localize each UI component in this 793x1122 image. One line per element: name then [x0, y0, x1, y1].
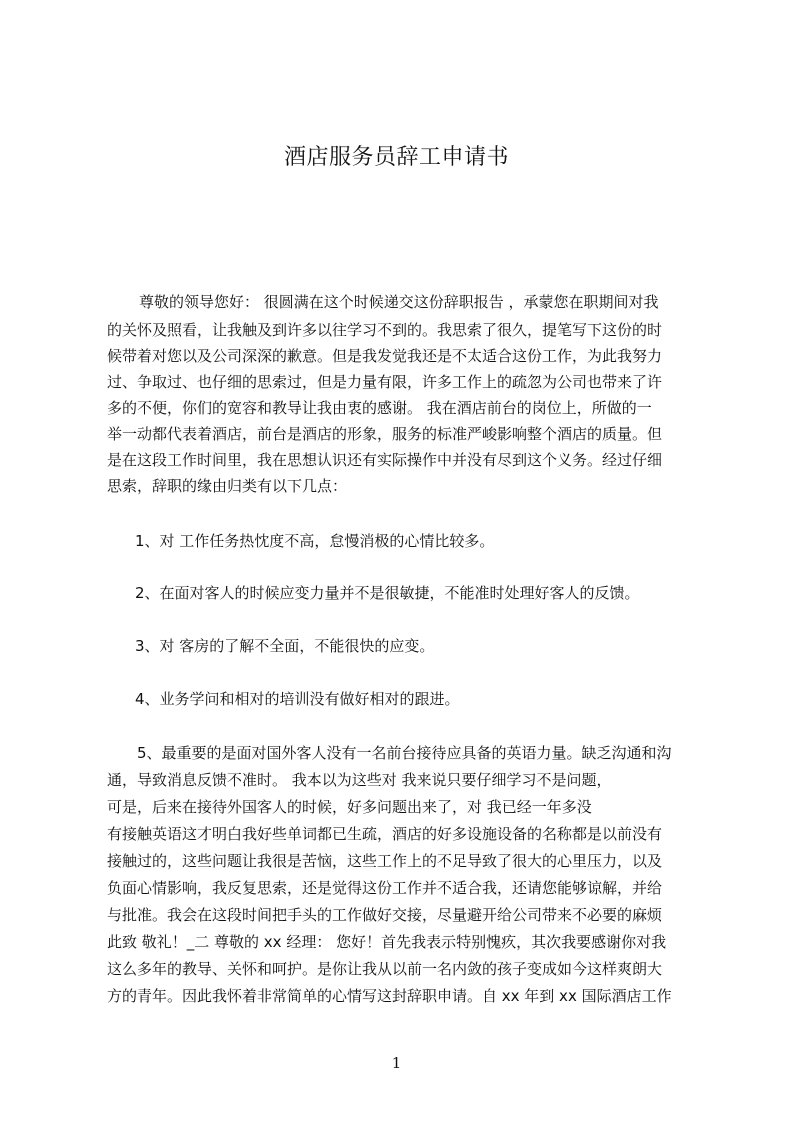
- list-item: 1、对 工作任务热忱度不高，怠慢消极的心情比较多。: [135, 532, 495, 550]
- list-item: 2、在面对客人的时候应变力量并不是很敏捷，不能准时处理好客人的反馈。: [135, 584, 640, 602]
- paragraph-line: 可是，后来在接待外国客人的时候，好多问题出来了，对 我已经一年多没: [107, 798, 592, 816]
- paragraph-line: 5、最重要的是面对国外客人没有一名前台接待应具备的英语力量。缺乏沟通和沟: [137, 744, 672, 762]
- page-number: 1: [391, 1054, 402, 1072]
- paragraph-line: 举一动都代表着酒店，前台是酒店的形象，服务的标准严峻影响整个酒店的质量。但: [107, 425, 663, 443]
- paragraph-line: 过、争取过、也仔细的思索过，但是力量有限，许多工作上的疏忽为公司也带来了许: [107, 373, 663, 391]
- paragraph-line: 通，导致消息反馈不准时。 我本以为这些对 我来说只要仔细学习不是问题，: [107, 771, 612, 789]
- paragraph-line: 尊敬的领导您好： 很圆满在这个时候递交这份辞职报告 ，承蒙您在职期间对我: [139, 293, 659, 311]
- paragraph-line: 的关怀及照看，让我触及到许多以往学习不到的。我思索了很久，提笔写下这份的时: [107, 321, 663, 339]
- paragraph-line: 多的不便，你们的宽容和教导让我由衷的感谢。 我在酒店前台的岗位上，所做的一: [107, 399, 652, 417]
- paragraph-line: 这么多年的教导、关怀和呵护。是你让我从以前一名内敛的孩子变成如今这样爽朗大: [107, 960, 663, 978]
- paragraph-line: 接触过的，这些问题让我很是苦恼，这些工作上的不足导致了很大的心里压力，以及: [107, 852, 663, 870]
- paragraph-line: 方的青年。因此我怀着非常简单的心情写这封辞职申请。自 xx 年到 xx 国际酒店工作: [107, 987, 672, 1005]
- paragraph-line: 是在这段工作时间里，我在思想认识还有实际操作中并没有尽到这个义务。经过仔细: [107, 451, 663, 469]
- page-title: 酒店服务员辞工申请书: [283, 145, 509, 170]
- list-item: 3、对 客房的了解不全面，不能很快的应变。: [135, 637, 435, 655]
- list-item: 4、业务学问和相对的培训没有做好相对的跟进。: [135, 690, 460, 708]
- paragraph-line: 候带着对您以及公司深深的歉意。但是我发觉我还是不太适合这份工作，为此我努力: [107, 347, 663, 365]
- paragraph-line: 与批准。我会在这段时间把手头的工作做好交接，尽量避开给公司带来不必要的麻烦: [107, 906, 663, 924]
- paragraph-line: 思索，辞职的缘由归类有以下几点：: [107, 477, 348, 495]
- paragraph-line: 此致 敬礼！_二 尊敬的 xx 经理： 您好！首先我表示特别愧疚，其次我要感谢你对我: [107, 933, 667, 951]
- paragraph-line: 负面心情影响，我反复思索，还是觉得这份工作并不适合我，还请您能够谅解，并给: [107, 879, 663, 897]
- paragraph-line: 有接触英语这才明白我好些单词都已生疏，酒店的好多设施设备的名称都是以前没有: [107, 825, 663, 843]
